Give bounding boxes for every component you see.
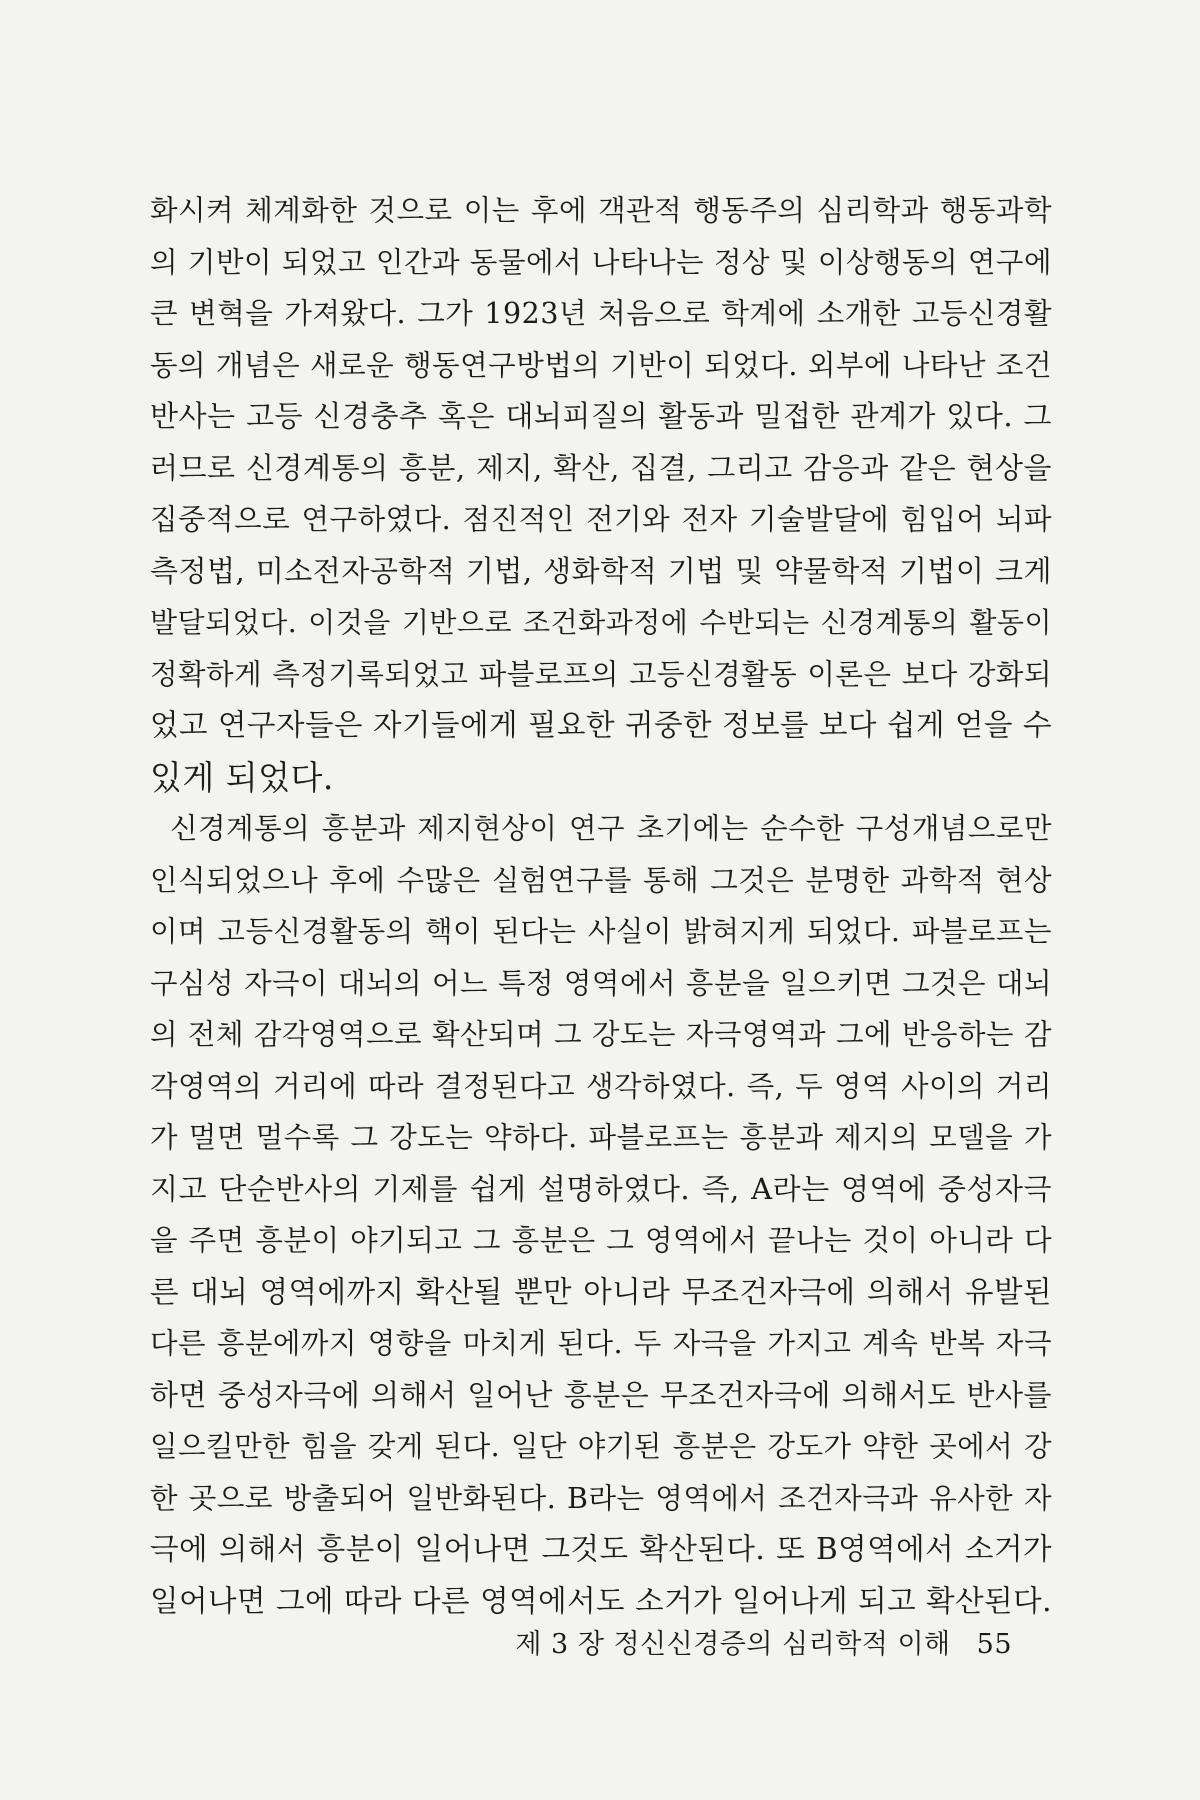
text-line: 극에 의해서 흥분이 일어나면 그것도 확산된다. 또 B영역에서 소거가 xyxy=(150,1532,1052,1566)
text-line: 지고 단순반사의 기제를 쉽게 설명하였다. 즉, A라는 영역에 중성자극 xyxy=(150,1171,1052,1206)
text-line: 가 멀면 멀수록 그 강도는 약하다. 파블로프는 흥분과 제지의 모델을 가 xyxy=(150,1121,1052,1154)
text-line: 른 대뇌 영역에까지 확산될 뿐만 아니라 무조건자극에 의해서 유발된 xyxy=(150,1274,1052,1309)
text-line: 다른 흥분에까지 영향을 마치게 된다. 두 자극을 가지고 계속 반복 자극 xyxy=(150,1327,1052,1360)
text-line: 정확하게 측정기록되었고 파블로프의 고등신경활동 이론은 보다 강화되 xyxy=(150,657,1052,691)
text-line: 신경계통의 흥분과 제지현상이 연구 초기에는 순수한 구성개념으로만 xyxy=(170,812,1052,845)
text-line: 구심성 자극이 대뇌의 어느 특정 영역에서 흥분을 일으키면 그것은 대뇌 xyxy=(150,966,1052,1000)
running-footer xyxy=(150,1625,1012,1665)
text-line: 일어나면 그에 따라 다른 영역에서도 소거가 일어나게 되고 확산된다. xyxy=(150,1583,1052,1618)
text-line: 한 곳으로 방출되어 일반화된다. B라는 영역에서 조건자극과 유사한 자 xyxy=(150,1481,1052,1515)
text-line: 인식되었으나 후에 수많은 실험연구를 통해 그것은 분명한 과학적 현상 xyxy=(150,863,1052,897)
text-line: 큰 변혁을 가져왔다. 그가 1923년 처음으로 학계에 소개한 고등신경활 xyxy=(150,297,1052,330)
paragraph-1 xyxy=(150,185,1052,803)
text-line: 반사는 고등 신경충추 혹은 대뇌피질의 활동과 밀접한 관계가 있다. 그 xyxy=(150,399,1052,433)
text-line: 의 전체 감각영역으로 확산되며 그 강도는 자극영역과 그에 반응하는 감 xyxy=(150,1018,1052,1051)
chapter-title: 제 3 장 정신신경증의 심리학적 이해 xyxy=(515,1629,951,1660)
text-line: 집중적으로 연구하였다. 점진적인 전기와 전자 기술발달에 힘입어 뇌파 xyxy=(150,503,1052,536)
text-line: 일으킬만한 힘을 갖게 된다. 일단 야기된 흥분은 강도가 약한 곳에서 강 xyxy=(150,1430,1052,1463)
paragraph-2 xyxy=(150,803,1052,1627)
text-line: 이며 고등신경활동의 핵이 된다는 사실이 밝혀지게 되었다. 파블로프는 xyxy=(150,915,1052,948)
text-line: 각영역의 거리에 따라 결정된다고 생각하였다. 즉, 두 영역 사이의 거리 xyxy=(150,1069,1052,1103)
text-line: 화시켜 체계화한 것으로 이는 후에 객관적 행동주의 심리학과 행동과학 xyxy=(150,194,1052,227)
text-line: 측정법, 미소전자공학적 기법, 생화학적 기법 및 약물학적 기법이 크게 xyxy=(150,553,1052,588)
text-line: 러므로 신경계통의 흥분, 제지, 확산, 집결, 그리고 감응과 같은 현상을 xyxy=(150,450,1052,485)
text-line: 있게 되었다. xyxy=(150,757,334,797)
text-line: 발달되었다. 이것을 기반으로 조건화과정에 수반되는 신경계통의 활동이 xyxy=(150,606,1052,639)
page-number: 55 xyxy=(976,1629,1012,1660)
text-line: 을 주면 흥분이 야기되고 그 흥분은 그 영역에서 끝나는 것이 아니라 다 xyxy=(150,1224,1052,1257)
text-line: 동의 개념은 새로운 행동연구방법의 기반이 되었다. 외부에 나타난 조건 xyxy=(150,348,1052,382)
text-line: 었고 연구자들은 자기들에게 필요한 귀중한 정보를 보다 쉽게 얻을 수 xyxy=(150,708,1052,742)
text-line: 의 기반이 되었고 인간과 동물에서 나타나는 정상 및 이상행동의 연구에 xyxy=(150,245,1052,279)
text-line: 하면 중성자극에 의해서 일어난 흥분은 무조건자극에 의해서도 반사를 xyxy=(150,1377,1052,1412)
page-body xyxy=(150,185,1052,1627)
